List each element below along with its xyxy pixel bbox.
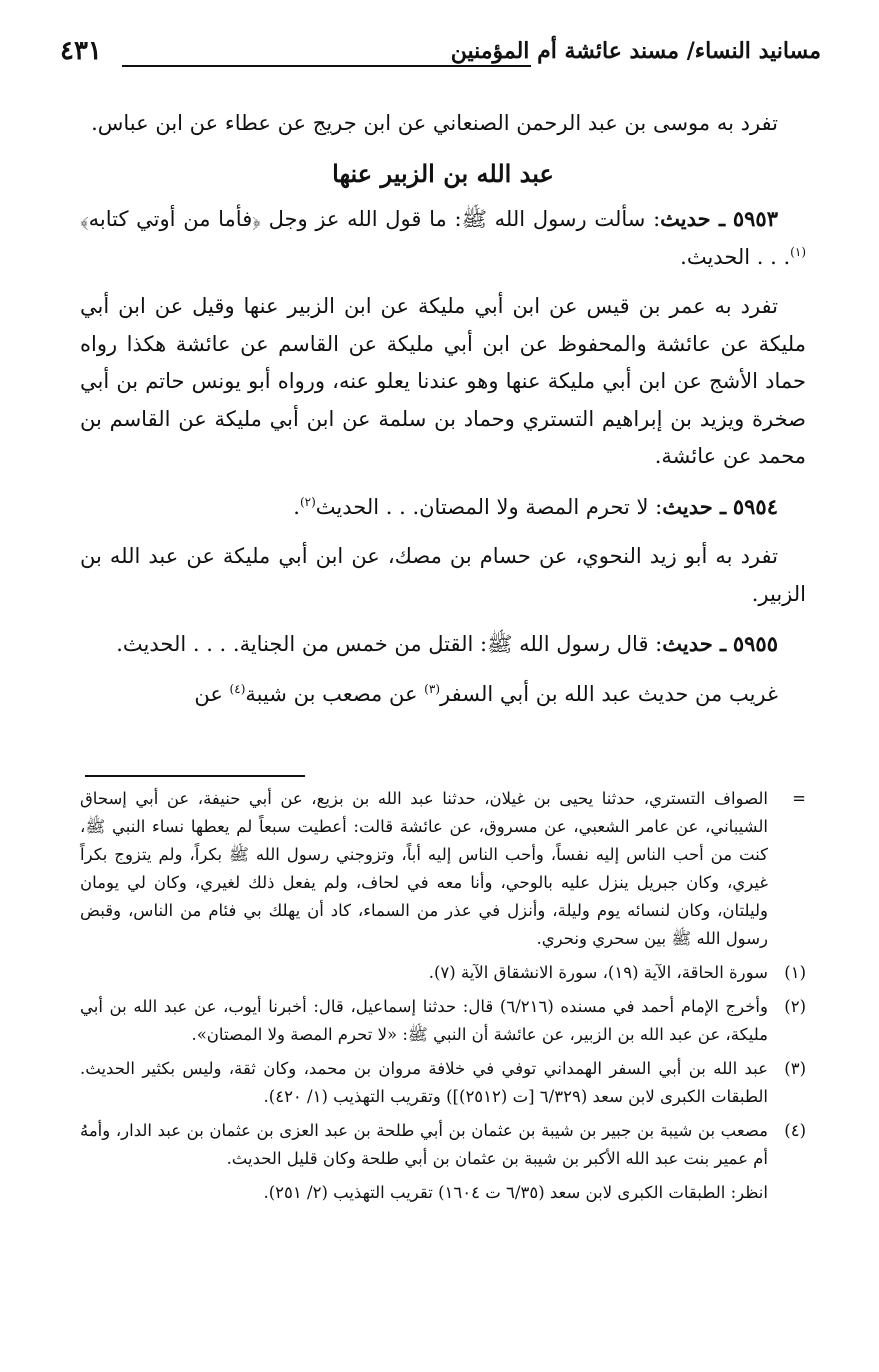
page-number: ٤٣١ [60, 36, 102, 66]
hadith-5954 [80, 488, 806, 527]
footnote-4-reference: انظر: الطبقات الكبرى لابن سعد (٦/٣٥ ت ١٦٠٤) تقريب التهذيب (٢/ ٢٥١). [263, 1183, 768, 1202]
section-heading: عبد الله بن الزبير عنها [332, 158, 554, 188]
footnote-marker: = [792, 789, 806, 808]
header-rule [122, 65, 531, 67]
paragraph-text: عن [194, 681, 230, 706]
footnote-separator [85, 775, 305, 777]
hadith-text: : لا تحرم المصة ولا المصتان. . . الحديث [315, 494, 663, 519]
main-text [80, 105, 806, 725]
footnote-ref: (٤) [229, 681, 246, 696]
footnote-marker: (٢) [784, 997, 806, 1016]
paragraph: تفرد به موسى بن عبد الرحمن الصنعاني عن ابن جريج عن عطاء عن ابن عباس. [91, 111, 778, 135]
running-title: مسانيد النساء/ مسند عائشة أم المؤمنين [450, 38, 821, 64]
page-header [60, 28, 821, 78]
paragraph: تفرد به عمر بن قيس عن ابن أبي مليكة عن ابن الزبير عنها وقيل عن ابن أبي مليكة عن عائشة والمحفوظ عن ابن أبي مليكة عن القاسم عن عائشة هكذا رواه حماد الأشج عن ابن أبي مليكة عنها وهو عندنا يعلو عنه، ورواه أبو يونس حاتم بن أبي صخرة ويزيد بن إبراهيم التستري وحماد بن سلمة عن ابن أبي مليكة عن القاسم بن محمد عن عائشة. [80, 294, 806, 468]
footnote-text: عبد الله بن أبي السفر الهمداني توفي في خلافة مروان بن محمد، وكان ثقة، وليس بكثير الحديث. الطبقات الكبرى لابن سعد (٦/٣٢٩ [ت (٢٥١٢)]) وتقريب التهذيب (١/ ٤٢٠). [80, 1059, 768, 1106]
footnote-continuation [80, 785, 806, 953]
footnotes [80, 785, 806, 1207]
hadith-text: : سألت رسول الله ﷺ: ما قول الله عز وجل ﴿فأما من أوتي كتابه﴾ [80, 207, 661, 231]
footnote-4 [80, 1117, 806, 1173]
footnote-marker: (٤) [784, 1121, 806, 1140]
hadith-number: ٥٩٥٣ [732, 206, 778, 231]
footnote-marker: (١) [784, 963, 806, 982]
footnote-text: مصعب بن شيبة بن جبير بن شيبة بن عثمان بن أبي طلحة بن عبد العزى بن عثمان بن عبد الدار، وأمهُ أم عمير بنت عبد الله الأكبر بن شيبة بن عثمان بن أبي طلحة وكان قليل الحديث. [80, 1121, 768, 1168]
footnote-ref: (٢) [299, 494, 316, 509]
hadith-label: ـ حديث [662, 631, 727, 656]
paragraph-text: عن مصعب بن شيبة [245, 681, 425, 706]
hadith-5953 [80, 200, 806, 276]
hadith-number: ٥٩٥٥ [732, 631, 778, 656]
hadith-text-end: . [293, 494, 300, 519]
hadith-text: : قال رسول الله ﷺ: القتل من خمس من الجناية. . . . الحديث. [116, 632, 663, 656]
footnote-text: الصواف التستري، حدثنا يحيى بن غيلان، حدثنا عبد الله بن بزيع، عن أبي حنيفة، عن أبي إسحاق الشيباني، عن عامر الشعبي، عن مسروق، عن عائشة قالت: أعطيت سبعاً لم يعطها نساء النبي ﷺ، كنت من أحب الناس إليه نفساً، وأحب الناس إليه أباً، وتزوجني رسول الله ﷺ بكراً، ولم يتزوج بكراً غيري، وكان جبريل ينزل عليه بالوحي، وأنا معه في لحاف، ولم يفعل ذلك لغيري، وكان لي يومان وليلتان، وكان لنسائه يوم وليلة، وأنزل في عذر من السماء، كاد أن يهلك بي فئام من الناس، وقبض رسول الله ﷺ بين سحري ونحري. [80, 789, 768, 948]
paragraph-text: غريب من حديث عبد الله بن أبي السفر [440, 681, 778, 706]
footnote-text: سورة الحاقة، الآية (١٩)، سورة الانشقاق الآية (٧). [428, 963, 768, 982]
hadith-label: ـ حديث [662, 493, 727, 519]
footnote-ref: (١) [790, 244, 806, 259]
footnote-2 [80, 993, 806, 1049]
footnote-marker: (٣) [784, 1059, 806, 1078]
footnote-3 [80, 1055, 806, 1111]
hadith-text-end: . . . الحديث. [680, 244, 791, 269]
hadith-number: ٥٩٥٤ [732, 493, 778, 519]
footnote-1 [80, 959, 806, 987]
hadith-label: ـ حديث [660, 206, 726, 231]
paragraph [80, 676, 806, 714]
paragraph: تفرد به أبو زيد النحوي، عن حسام بن مصك، عن ابن أبي مليكة عن عبد الله بن الزبير. [80, 544, 806, 606]
footnote-text: وأخرج الإمام أحمد في مسنده (٦/٢١٦) قال: حدثنا إسماعيل، قال: أخبرنا أيوب، عن عبد الله بن أبي مليكة، عن عبد الله بن الزبير، عن عائشة أن النبي ﷺ: «لا تحرم المصة ولا المصتان». [80, 997, 768, 1044]
footnote-ref: (٣) [424, 681, 440, 696]
hadith-5955 [80, 625, 806, 664]
